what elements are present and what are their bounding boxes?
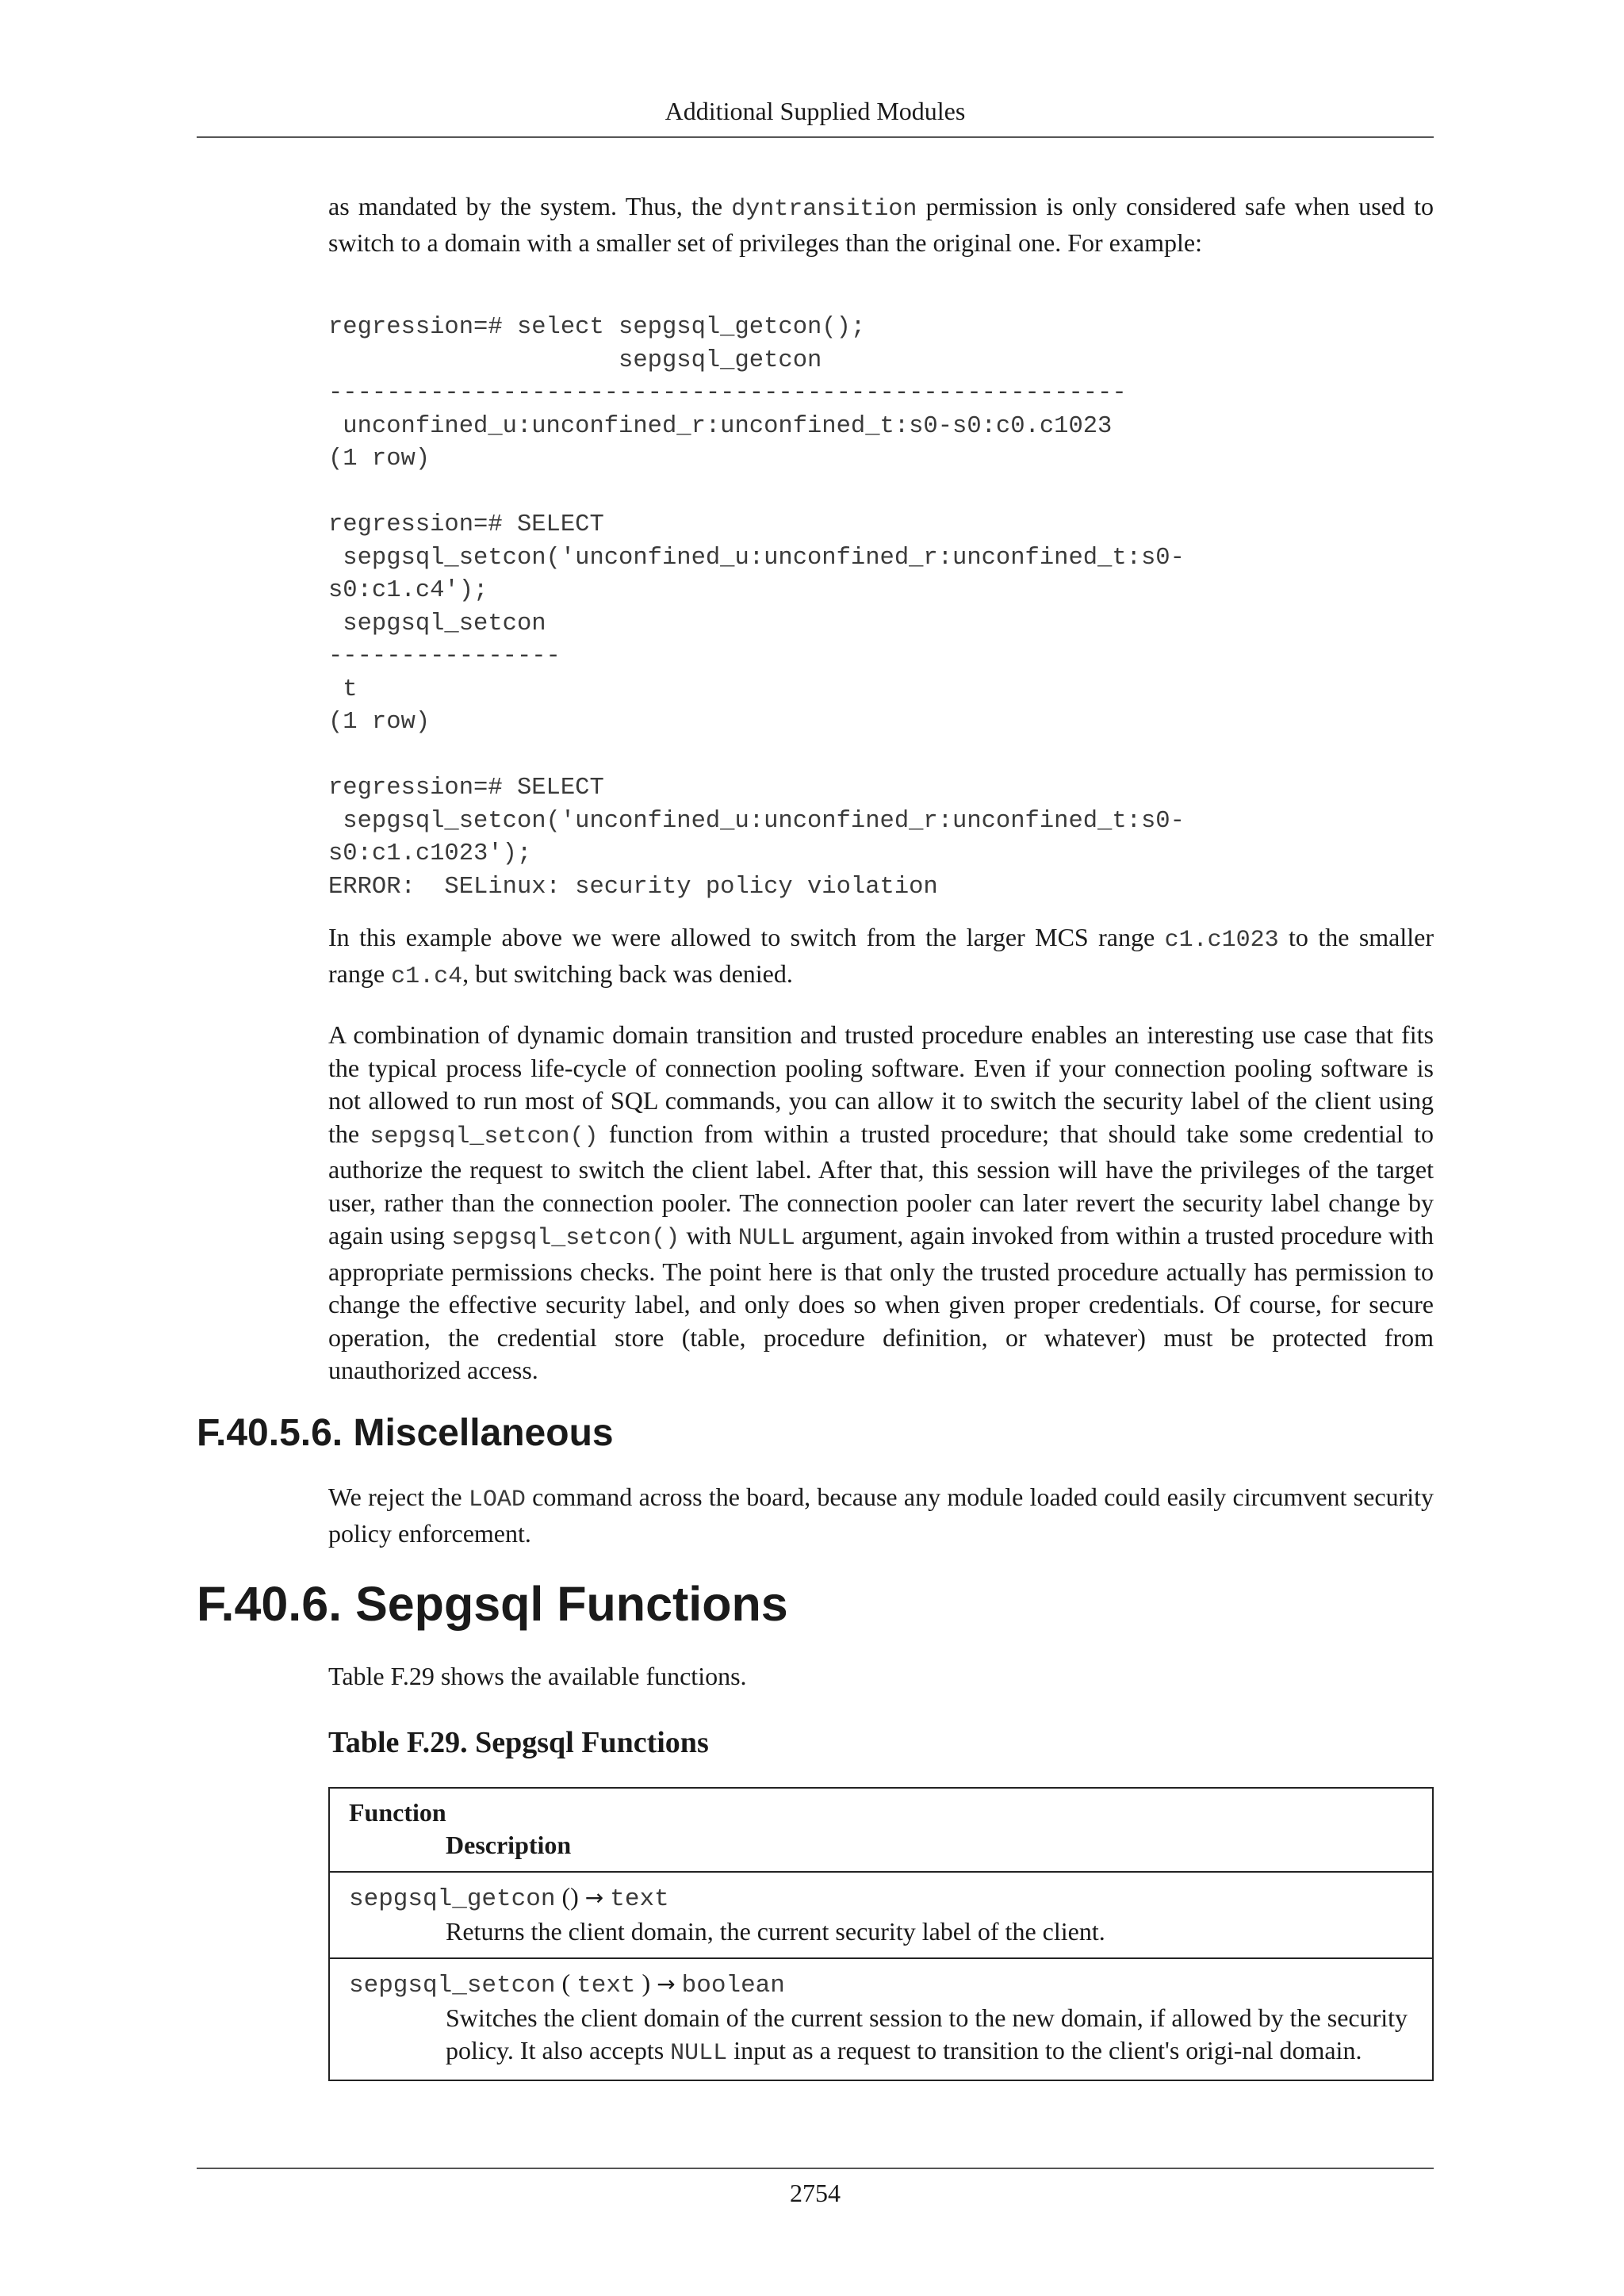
return-type: boolean [681, 1972, 785, 1999]
code-line: unconfined_u:unconfined_r:unconfined_t:s0-s0:c0.c1023 [328, 412, 1113, 440]
code-line: (1 row) [328, 709, 431, 736]
paren: ) [570, 1882, 579, 1911]
code-null: NULL [737, 1225, 795, 1252]
code-line: ERROR: SELinux: security policy violation [328, 873, 938, 901]
text: , but switching back was denied. [462, 959, 793, 988]
paren: ( [555, 1882, 571, 1911]
intro-text: as mandated by the system. Thus, the [328, 192, 732, 220]
code-line [328, 740, 1434, 773]
text: We reject the [328, 1483, 469, 1511]
code-line: sepgsql_setcon('unconfined_u:unconfined_r:unconfined_t:s0- [328, 544, 1185, 572]
code-dyntransition: dyntransition [731, 196, 917, 223]
code-line: sepgsql_setcon('unconfined_u:unconfined_r:unconfined_t:s0- [328, 807, 1185, 835]
code-load: LOAD [468, 1487, 526, 1513]
code-line [328, 476, 1434, 510]
text: input as a request to transition to the client's origi-nal domain. [727, 2036, 1362, 2064]
code-line: (1 row) [328, 446, 431, 473]
text: function from within a trusted procedure; that should take some credential to authorize the request to switch the client label. After that, this session will have the privileges of the target user, rather than the connection pooler. The connection pooler can later revert the security label change by again using [328, 1119, 1434, 1249]
code-line: ------------------------------------------------------- [328, 380, 1127, 407]
text: to the smaller range [328, 923, 1434, 988]
footer-rule [197, 2168, 1434, 2169]
misc-paragraph [328, 1481, 1434, 1550]
sql-example-block [328, 312, 1434, 904]
code-setcon: sepgsql_setcon() [370, 1123, 599, 1150]
code-line: sepgsql_setcon [328, 610, 546, 637]
table-header-row [330, 1789, 1432, 1871]
text: command across the board, because any module loaded could easily circumvent security policy enforcement. [328, 1483, 1434, 1548]
arrow-icon: → [584, 1885, 604, 1911]
combination-paragraph [328, 1019, 1434, 1387]
text: In this example above we were allowed to switch from the larger MCS range [328, 923, 1165, 951]
code-line: regression=# SELECT [328, 511, 604, 538]
code-mcs-large: c1.c1023 [1164, 927, 1279, 954]
heading-miscellaneous: F.40.5.6. Miscellaneous [197, 1412, 614, 1454]
arrow-icon: → [657, 1971, 676, 1997]
code-line: s0:c1.c4'); [328, 577, 488, 604]
function-name: sepgsql_getcon [349, 1885, 556, 1913]
intro-text-end: permission is only considered safe when used to switch to a domain with a smaller set of privileges than the original one. For example: [328, 192, 1434, 257]
function-description: Returns the client domain, the current security label of the client. [446, 1917, 1105, 1946]
after-example-paragraph [328, 921, 1434, 993]
function-signature [349, 1967, 1413, 2002]
table-caption: Table F.29. Sepgsql Functions [328, 1725, 709, 1759]
main-content [328, 190, 1434, 1387]
argument-type: text [576, 1972, 636, 1999]
code-mcs-small: c1.c4 [391, 962, 463, 990]
function-name: sepgsql_setcon [349, 1972, 556, 1999]
table-row [330, 1871, 1432, 1957]
column-header-description: Description [446, 1831, 572, 1859]
intro-paragraph [328, 190, 1434, 259]
function-signature [349, 1881, 1413, 1915]
paren: ( [555, 1969, 577, 1997]
code-line: regression=# SELECT [328, 775, 604, 802]
code-line: sepgsql_getcon [328, 346, 822, 374]
functions-intro [328, 1660, 1434, 1760]
misc-section [328, 1481, 1434, 1550]
code-line: t [328, 675, 358, 703]
heading-sepgsql-functions: F.40.6. Sepgsql Functions [197, 1577, 788, 1631]
code-line: s0:c1.c1023'); [328, 840, 532, 867]
functions-table [328, 1787, 1434, 2081]
return-type: text [610, 1885, 669, 1913]
code-setcon: sepgsql_setcon() [451, 1225, 680, 1252]
text: A combination of dynamic domain transition and trusted procedure enables an interesting use case that fits the typical process life-cycle of connection pooling software. Even if your connection pooling software is not allowed to run most of SQL commands, you can allow it to switch the security label of the client using the [328, 1020, 1434, 1148]
page-number: 2754 [790, 2179, 841, 2207]
text: with [680, 1221, 738, 1249]
code-line: ---------------- [328, 643, 561, 670]
code-line: regression=# select sepgsql_getcon(); [328, 314, 866, 341]
functions-intro-text: Table F.29 shows the available functions. [328, 1662, 747, 1690]
code-null: NULL [670, 2040, 728, 2067]
function-description [349, 2002, 1413, 2070]
text: Switches the client domain of the current session to the new domain, if allowed by the security policy. It also accepts [446, 2003, 1408, 2064]
table-row [330, 1957, 1432, 2080]
column-header-function: Function [349, 1798, 446, 1827]
paren: ) [635, 1969, 651, 1997]
running-header: Additional Supplied Modules [665, 97, 966, 125]
text: argument, again invoked from within a trusted procedure with appropriate permissions checks. The point here is that only the trusted procedure actually has permission to change the effective security label, and only does so when given proper credentials. Of course, for secure operation, the credential store (table, procedure definition, or whatever) must be protected from unauthorized access. [328, 1221, 1434, 1384]
header-rule [197, 136, 1434, 138]
